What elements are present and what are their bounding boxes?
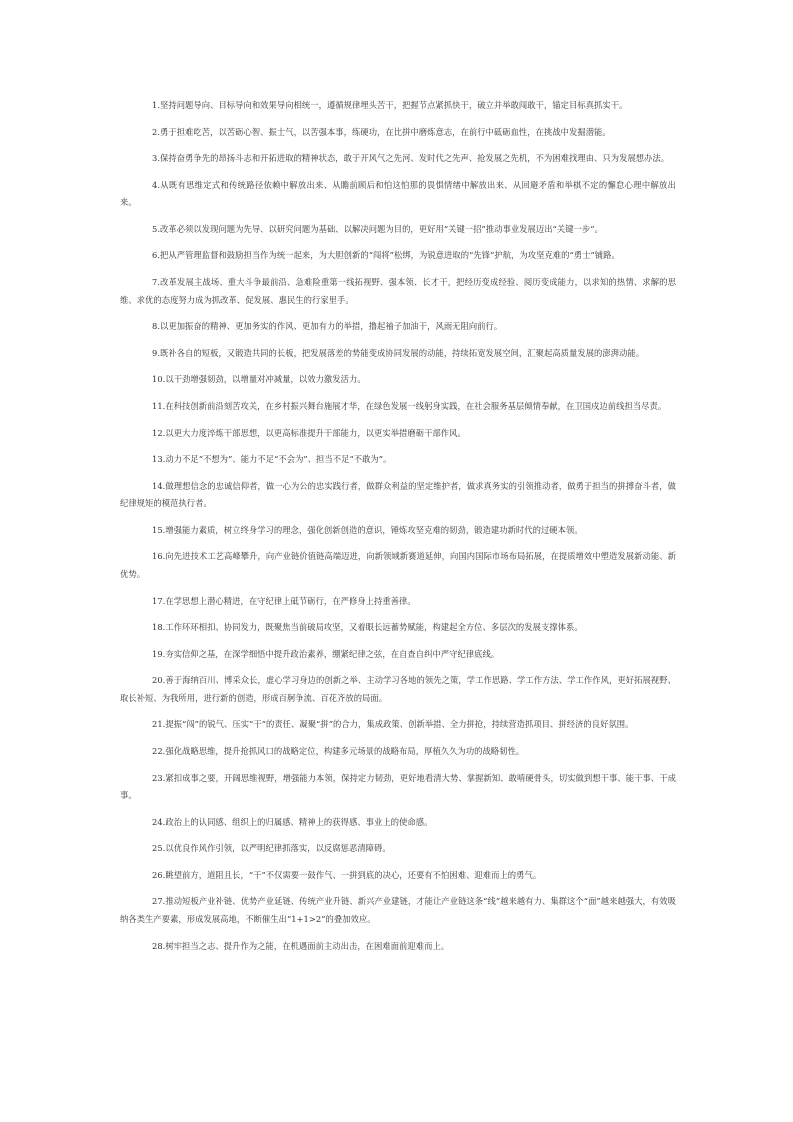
- paragraph: 12.以更大力度淬炼干部思想，以更高标准提升干部能力，以更实举措磨砺干部作风。: [152, 427, 466, 438]
- paragraph: 21.提振“闯”的锐气、压实“干”的责任、凝聚“拼”的合力，集成政策、创新举措、全力拼抢，持续营造抓项目、拼经济的良好氛围。: [152, 719, 634, 730]
- paragraph: 23.紧扣成事之要，开阔思维视野，增强能力本领，保持定力韧劲，更好地看清大势、掌握新知、敢啃硬骨头，切实做到想干事、能干事、干成事。: [120, 772, 676, 801]
- paragraph: 13.动力不足“不想为”、能力不足“不会为”、担当不足“不敢为”。: [152, 454, 392, 465]
- paragraph: 7.改革发展主战场、重大斗争最前沿、急难险重第一线拓视野、强本领、长才干，把经历变成经验、阅历变成能力，以求知的热情、求解的思维、求优的态度努力成为抓改革、促发展、惠民生的行家里手。: [120, 277, 676, 305]
- paragraph: 26.眺望前方，道阻且长，“干”不仅需要一鼓作气、一拼到底的决心，还要有不怕困难、迎难而上的勇气。: [152, 869, 542, 880]
- paragraph: 4.从既有思维定式和传统路径依赖中解放出来、从瞻前顾后和怕这怕那的畏惧情绪中解放出来、从回避矛盾和举棋不定的懈怠心理中解放出来。: [120, 179, 676, 208]
- paragraph: 27.推动短板产业补链、优势产业延链、传统产业升链、新兴产业建链，才能让产业链这条“线”越来越有力、集群这个“面”越来越强大，有效吸纳各类生产要素，形成发展高地，不断催生出“1+1>2”的叠加效应。: [120, 896, 676, 924]
- paragraph: 22.强化战略思维，提升抢抓风口的战略定位，构建多元场景的战略布局，厚植久久为功的战略韧性。: [152, 745, 525, 756]
- paragraph: 24.政治上的认同感、组织上的归属感、精神上的获得感、事业上的使命感。: [152, 816, 433, 827]
- paragraph: 3.保持奋勇争先的昂扬斗志和开拓进取的精神状态，敢于开风气之先河、发时代之先声、抢发展之先机，不为困难找理由、只为发展想办法。: [152, 153, 670, 164]
- paragraph: 18.工作环环相扣、协同发力，既聚焦当前破局攻坚，又着眼长远蓄势赋能，构建起全方位、多层次的发展支撑体系。: [152, 622, 583, 633]
- paragraph: 25.以优良作风作引领，以严明纪律抓落实，以反腐惩恶清障碍。: [152, 843, 391, 854]
- paragraph: 19.夯实信仰之基，在深学细悟中提升政治素养，绷紧纪律之弦，在自查自纠中严守纪律底线。: [152, 648, 500, 659]
- document-body: [120, 97, 676, 955]
- paragraph: 1.坚持问题导向、目标导向和效果导向相统一，遵循规律埋头苦干，把握节点紧抓快干，破立并举敢闯敢干，锚定目标真抓实干。: [152, 100, 628, 110]
- paragraph: 9.既补各自的短板，又锻造共同的长板，把发展落差的势能变成协同发展的动能，持续拓宽发展空间，汇聚起高质量发展的澎湃动能。: [152, 347, 645, 358]
- paragraph: 14.做理想信念的忠诚信仰者，做一心为公的忠实践行者，做群众利益的坚定维护者，做求真务实的引领推动者，做勇于担当的拼搏奋斗者，做纪律规矩的模范执行者。: [120, 480, 676, 509]
- paragraph: 15.增强能力素质，树立终身学习的理念，强化创新创造的意识，锤炼攻坚克难的韧劲，锻造建功新时代的过硬本领。: [152, 524, 583, 535]
- paragraph: 28.树牢担当之志、提升作为之能，在机遇面前主动出击，在困难面前迎难而上。: [152, 940, 450, 951]
- paragraph: 5.改革必须以发现问题为先导、以研究问题为基础、以解决问题为目的，更好用“关键一招”推动事业发展迈出“关键一步”。: [152, 223, 603, 234]
- paragraph: 16.向先进技术工艺高峰攀升，向产业链价值链高端迈进，向新领域新赛道延伸，向国内国际市场布局拓展，在提质增效中塑造发展新动能、新优势。: [120, 551, 676, 579]
- paragraph: 2.勇于担难吃苦，以苦砺心智、振士气，以苦强本事，练硬功，在比拼中磨炼意志，在前行中砥砺血性，在挑战中发掘潜能。: [152, 126, 611, 137]
- paragraph: 6.把从严管理监督和鼓励担当作为统一起来，为大胆创新的“闯将”松绑，为锐意进取的“先锋”护航，为攻坚克难的“勇士”铺路。: [152, 250, 620, 261]
- paragraph: 17.在学思想上潜心精进，在守纪律上砥节砺行，在严修身上持重善律。: [152, 595, 416, 606]
- paragraph: 8.以更加振奋的精神、更加务实的作风、更加有力的举措，撸起袖子加油干，风雨无阻向前行。: [152, 321, 503, 332]
- paragraph: 20.善于海纳百川、博采众长，虚心学习身边的创新之举、主动学习各地的领先之策，学工作思路、学工作方法、学工作作风，更好拓展视野、取长补短、为我所用，进行新的创造，形成百舸争流、百花齐放的局面。: [120, 675, 676, 703]
- paragraph: 11.在科技创新前沿刻苦攻关，在乡村振兴舞台施展才华，在绿色发展一线躬身实践，在社会服务基层倾情奉献，在卫国戍边前线担当尽责。: [152, 400, 667, 411]
- paragraph: 10.以干劲增强韧劲，以增量对冲减量，以效力激发活力。: [152, 374, 366, 385]
